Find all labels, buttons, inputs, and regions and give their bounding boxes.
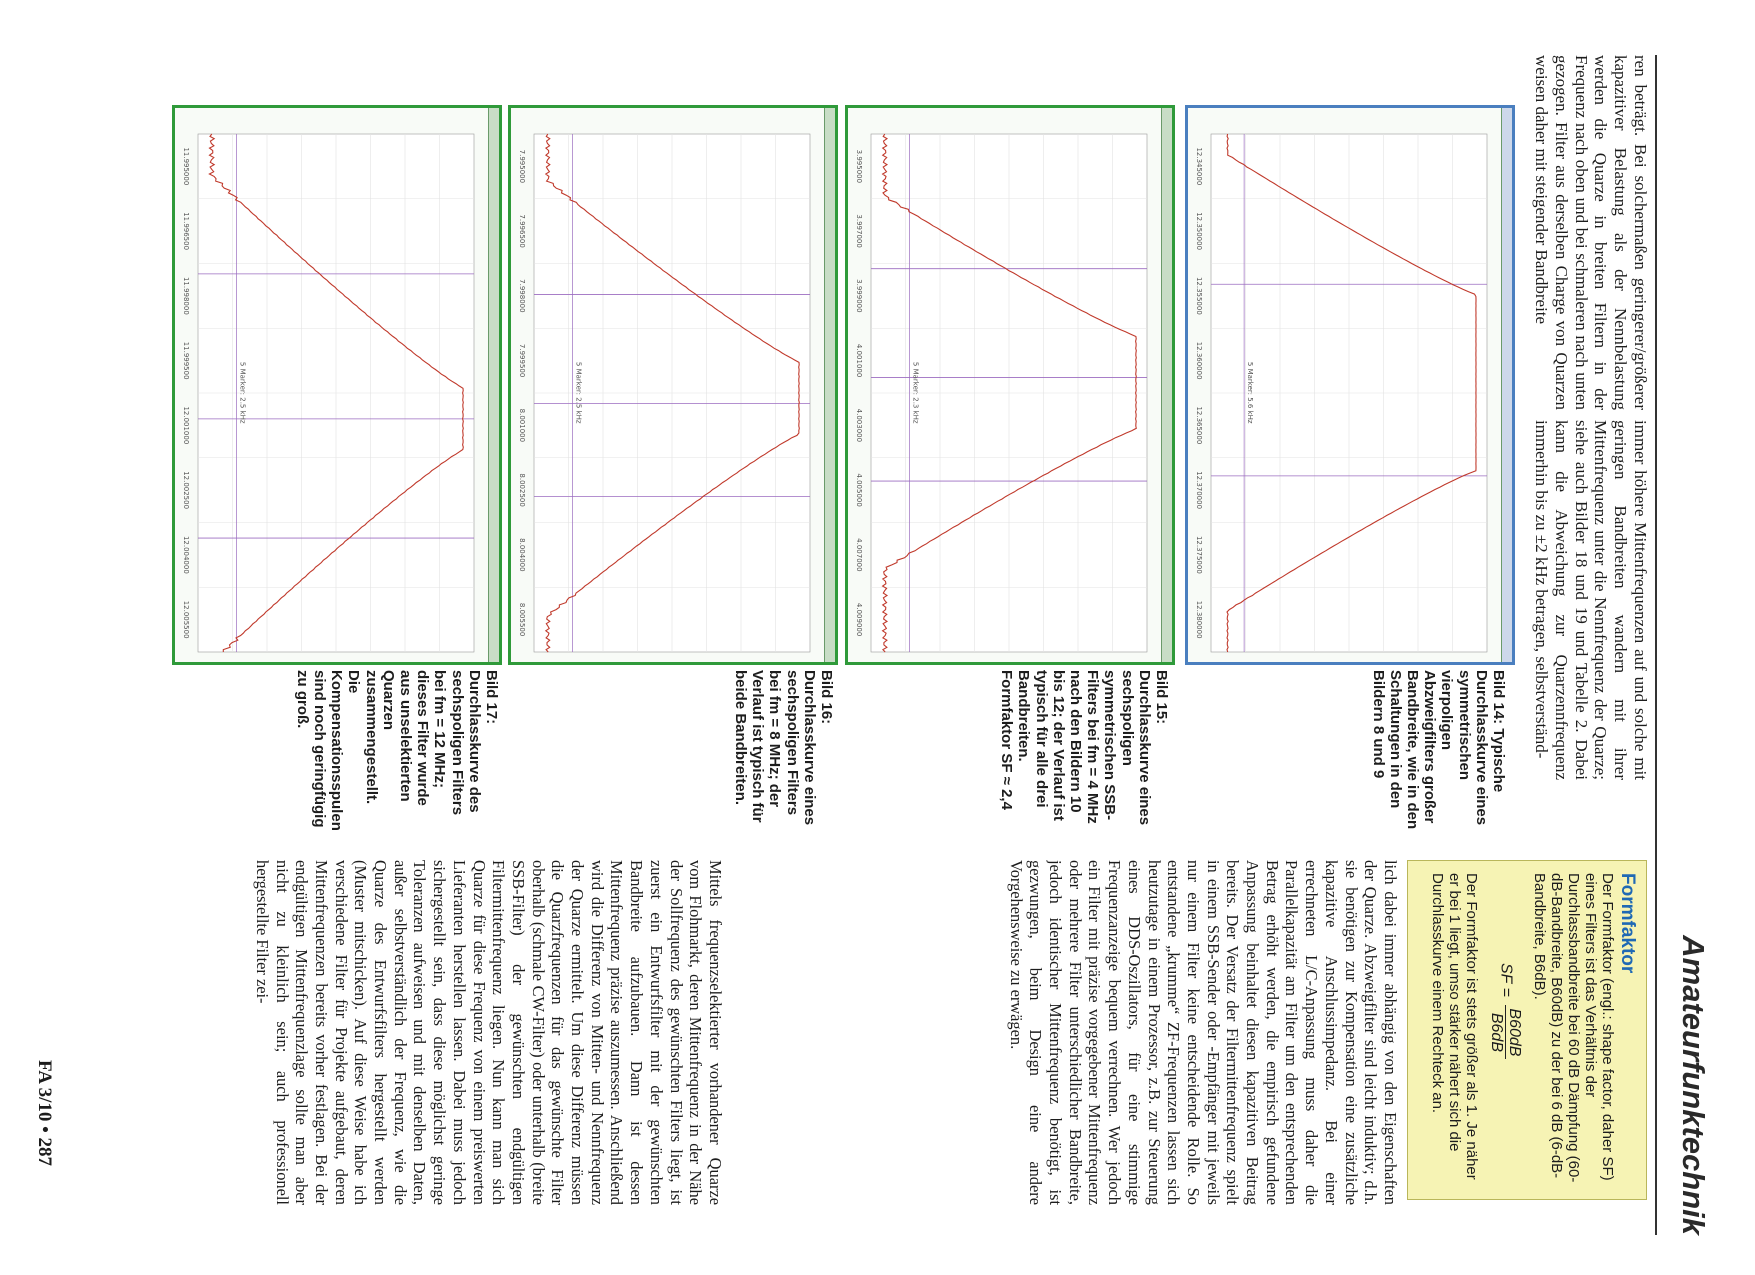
window-titlebar <box>488 108 499 662</box>
tick-label: 8.001000 <box>518 408 526 443</box>
tick-label: 3.997000 <box>855 214 863 248</box>
tick-label: 8.002500 <box>518 473 526 507</box>
tick-label: 4.005000 <box>855 473 863 507</box>
tick-label: 8.004000 <box>518 538 526 572</box>
tick-label: 11.999500 <box>182 341 190 380</box>
section-title: Amateurfunktechnik <box>1676 935 1711 1235</box>
paragraph: Mittels frequenzselektierter vorhandener Quarze vom Flohmarkt, deren Mittenfrequenz in der Nähe der Sollfrequenz des gewünschten Filters liegt, ist zuerst ein Entwurfsfilter mit der gewünschten Bandbreite aufzubauen. Dann ist dessen Mittenfrequenz präzise auszumessen. Anschließend wird die Differenz von Mitten- und Nennfrequenz der Quarze ermittelt. Um diese Differenz müssen die Quarzfrequenzen für das gewünschte Filter oberhalb (schmale CW-Filter) oder unterhalb (breite SSB-Filter) der gewünschten endgültigen Filtermittenfrequenz liegen. Nun kann man sich Quarze für diese Frequenz von einem preiswerten Lieferanten herstellen lassen. Dabei muss jedoch sichergestellt sein, dass diese möglichst geringe Toleranzen aufweisen und mit denselben Daten, außer selbstverständlich der Frequenz, wie die Quarze des Entwurfsfilters hergestellt werden (Muster mitschicken). Auf diese Weise habe ich verschiedene Filter für Projekte aufgebaut, deren Mittenfrequenzen bereits vorher festlagen. Bei der endgültigen Mittenfrequenzlage sollte man aber nicht zu kleinlich sein; auch professionell hergestellte Filter zei- <box>252 860 725 1205</box>
body-column-1 <box>735 860 1400 1205</box>
page-footer: FA 3/10 • 287 <box>34 1060 55 1167</box>
response-plot <box>510 108 824 662</box>
header-rule <box>1655 55 1657 1235</box>
tick-label: 7.999500 <box>518 343 526 378</box>
paragraph: immer höhere Mittenfrequenzen auf und solche mit geringen Bandbreiten wandern mit ihrer Mittenfrequenz unter die Nennfrequenz der Quarze; siehe auch Bilder 18 und 19 und Tabelle 2. Dabei kann die Abweichung zur Quarzennfrequenz immerhin bis zu ±2 kHz betragen, selbstverständ- <box>1532 420 1650 780</box>
tick-label: 8.005500 <box>518 602 526 637</box>
response-plot <box>1187 108 1501 662</box>
tick-label: 12.345000 <box>1195 147 1203 186</box>
top-text-right <box>1531 420 1650 780</box>
tick-label: 4.007000 <box>855 538 863 572</box>
marker-label: 5 Marker: 2.3 kHz <box>911 361 920 424</box>
figure-15 <box>845 105 1175 665</box>
caption-17: Bild 17: Durchlasskurve des sechspoligen Filters bei fm = 12 MHz; dieses Filter wurde aus unselektierten Quarzen zusammengestellt. Die Kompensationsspulen sind noch geringfügig zu groß. <box>293 670 500 831</box>
tick-label: 12.001000 <box>182 406 190 445</box>
tick-label: 12.350000 <box>1195 212 1203 251</box>
numerator: B60dB <box>1505 1005 1523 1059</box>
tick-label: 3.999000 <box>855 279 863 313</box>
tick-label: 12.355000 <box>1195 276 1203 315</box>
window-titlebar <box>1161 108 1172 662</box>
body-column-2 <box>65 860 725 1205</box>
formula-left: SF = <box>1497 963 1515 997</box>
tick-label: 12.004000 <box>182 535 190 574</box>
tick-label: 11.996500 <box>182 212 190 251</box>
figure-17 <box>172 105 502 665</box>
top-text-left <box>1531 55 1650 410</box>
formula <box>1488 963 1523 1187</box>
formfaktor-box <box>1407 860 1647 1200</box>
tick-label: 7.996500 <box>518 214 526 248</box>
paragraph: ren beträgt. Bei solchermaßen geringerer/größerer kapazitiver Belastung als der Nennbelastung werden die Quarze in breiten Filtern in der Frequenz nach oben und bei schmaleren nach unten gezogen. Filter aus derselben Charge von Quarzen weisen daher mit steigender Bandbreite <box>1532 55 1650 410</box>
tick-label: 12.375000 <box>1195 535 1203 574</box>
tick-label: 4.009000 <box>855 602 863 637</box>
tick-label: 12.370000 <box>1195 471 1203 510</box>
box-text: Der Formfaktor (engl.: shape factor, daher SF) eines Filters ist das Verhältnis der Durchlassbandbreite bei 60 dB Dämpfung (60-dB-Bandbreite, B60dB) zu der bei 6 dB (6-dB-Bandbreite, B6dB). <box>1531 873 1616 1183</box>
window-titlebar <box>1501 108 1512 662</box>
tick-label: 12.365000 <box>1195 406 1203 445</box>
figure-16 <box>508 105 838 665</box>
tick-label: 4.003000 <box>855 408 863 443</box>
tick-label: 12.005500 <box>182 600 190 639</box>
tick-label: 11.998000 <box>182 276 190 315</box>
marker-label: 5 Marker: 2.5 kHz <box>574 361 583 424</box>
response-plot <box>847 108 1161 662</box>
tick-label: 11.995000 <box>182 147 190 186</box>
tick-label: 4.001000 <box>855 343 863 378</box>
window-titlebar <box>824 108 835 662</box>
caption-14: Bild 14: Typische Durchlasskurve eines symmetrischen vierpoligen Abzweigfilters großer Bandbreite, wie in den Schaltungen in den Bildern 8 und 9 <box>1369 670 1507 830</box>
tick-label: 12.380000 <box>1195 600 1203 639</box>
box-title: Formfaktor <box>1617 873 1638 974</box>
box-text: Der Formfaktor ist stets größer als 1. Je näher er bei 1 liegt, umso stärker nähert sich die Durchlasskurve einem Rechteck an. <box>1429 873 1480 1180</box>
caption-16: Bild 16: Durchlasskurve eines sechspoligen Filters bei fm = 8 MHz; der Verlauf ist typisch für beide Bandbreiten. <box>731 670 835 826</box>
response-plot <box>174 108 488 662</box>
tick-label: 12.002500 <box>182 471 190 510</box>
caption-15: Bild 15: Durchlasskurve eines sechspoligen symmetrischen SSB-Filters bei fm = 4 MHz nach den Bildern 10 bis 12; der Verlauf ist typisch für alle drei Bandbreiten. Formfaktor SF ≈ 2,4 <box>998 670 1170 826</box>
figure-14 <box>1185 105 1515 665</box>
tick-label: 7.995000 <box>518 149 526 184</box>
tick-label: 3.995000 <box>855 149 863 184</box>
denominator: B6dB <box>1488 1012 1505 1052</box>
tick-label: 12.360000 <box>1195 341 1203 380</box>
tick-label: 7.998000 <box>518 279 526 313</box>
paragraph: lich dabei immer abhängig von den Eigenschaften der Quarze. Abzweigfilter sind leicht induktiv; d.h. sie benötigen zur Kompensation eine zusätzliche kapazitive Anschlussimpedanz. Bei einer errechneten L/C-Anpassung muss daher die Parallelkapazität am Filter um den entsprechenden Betrag erhöht werden, die empirisch gefundene Anpassung beinhaltet diesen kapazitiven Beitrag bereits. Der Versatz der Filtermittenfrequenz spielt in einem SSB-Sender oder -Empfänger mit jeweils nur einem Filter keine entscheidende Rolle. So entstandene „krumme“ ZF-Frequenzen lassen sich heutzutage in einem Prozessor, z.B. zur Steuerung eines DDS-Oszillators, für eine stimmige Frequenzanzeige bequem verrechnen. Wer jedoch ein Filter mit präzise vorgegebener Mittenfrequenz oder mehrere Filter unterschiedlicher Bandbreite, jedoch identischer Mittenfrequenz benötigt, ist gezwungen, beim Design eine andere Vorgehensweise zu erwägen. <box>1006 860 1400 1205</box>
marker-label: 5 Marker: 2.5 kHz <box>238 361 247 424</box>
fraction <box>1488 1005 1523 1059</box>
marker-label: 5 Marker: 5.6 kHz <box>1246 361 1255 424</box>
